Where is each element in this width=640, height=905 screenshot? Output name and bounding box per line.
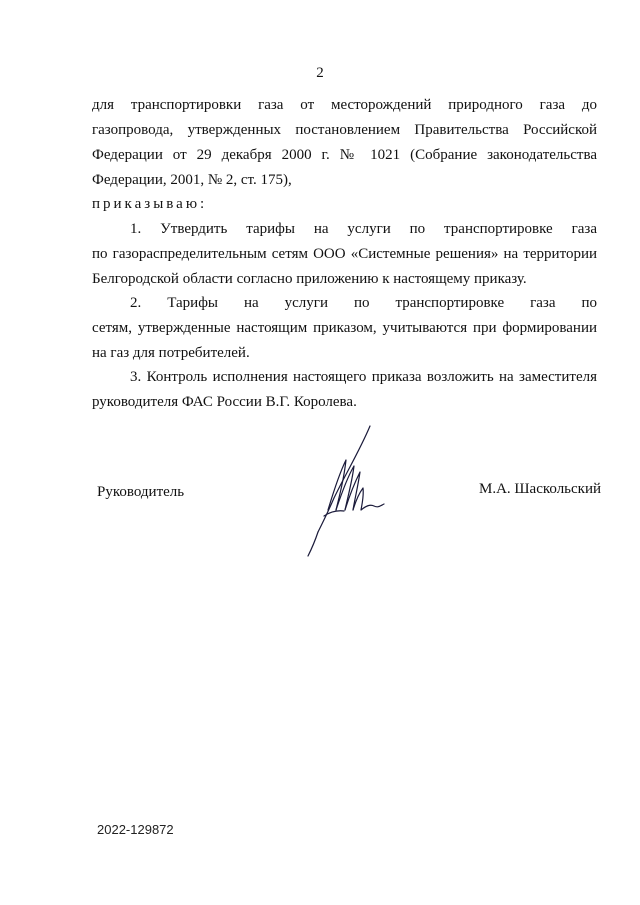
signatory-name: М.А. Шаскольский <box>479 481 602 497</box>
item-3-line-2: руководителя ФАС России В.Г. Королева. <box>92 394 357 410</box>
item-3-line-1: 3. Контроль исполнения настоящего приказа возложить на заместителя <box>130 369 597 385</box>
text-line-1: для транспортировки газа от месторождений природного газа до <box>92 97 597 113</box>
item-1-line-3: Белгородской области согласно приложению к настоящему приказу. <box>92 271 527 287</box>
order-word: приказываю: <box>92 196 208 212</box>
item-2-line-3: на газ для потребителей. <box>92 345 250 361</box>
page-number: 2 <box>316 65 324 81</box>
text-line-4: Федерации, 2001, № 2, ст. 175), <box>92 172 292 188</box>
item-1-line-2: по газораспределительным сетям ООО «Системные решения» на территории <box>92 246 597 262</box>
registration-number: 2022-129872 <box>97 822 174 837</box>
text-line-2: газопровода, утвержденных постановлением Правительства Российской <box>92 122 597 138</box>
item-1-line-1: 1. Утвердить тарифы на услуги по транспортировке газа <box>130 221 597 237</box>
signatory-title: Руководитель <box>97 484 185 500</box>
text-line-3: Федерации от 29 декабря 2000 г. № 1021 (Собрание законодательства <box>92 147 597 163</box>
item-2-line-2: сетям, утвержденные настоящим приказом, учитываются при формировании <box>92 320 597 336</box>
item-2-line-1: 2. Тарифы на услуги по транспортировке газа по <box>130 295 597 311</box>
handwritten-signature <box>300 420 390 560</box>
